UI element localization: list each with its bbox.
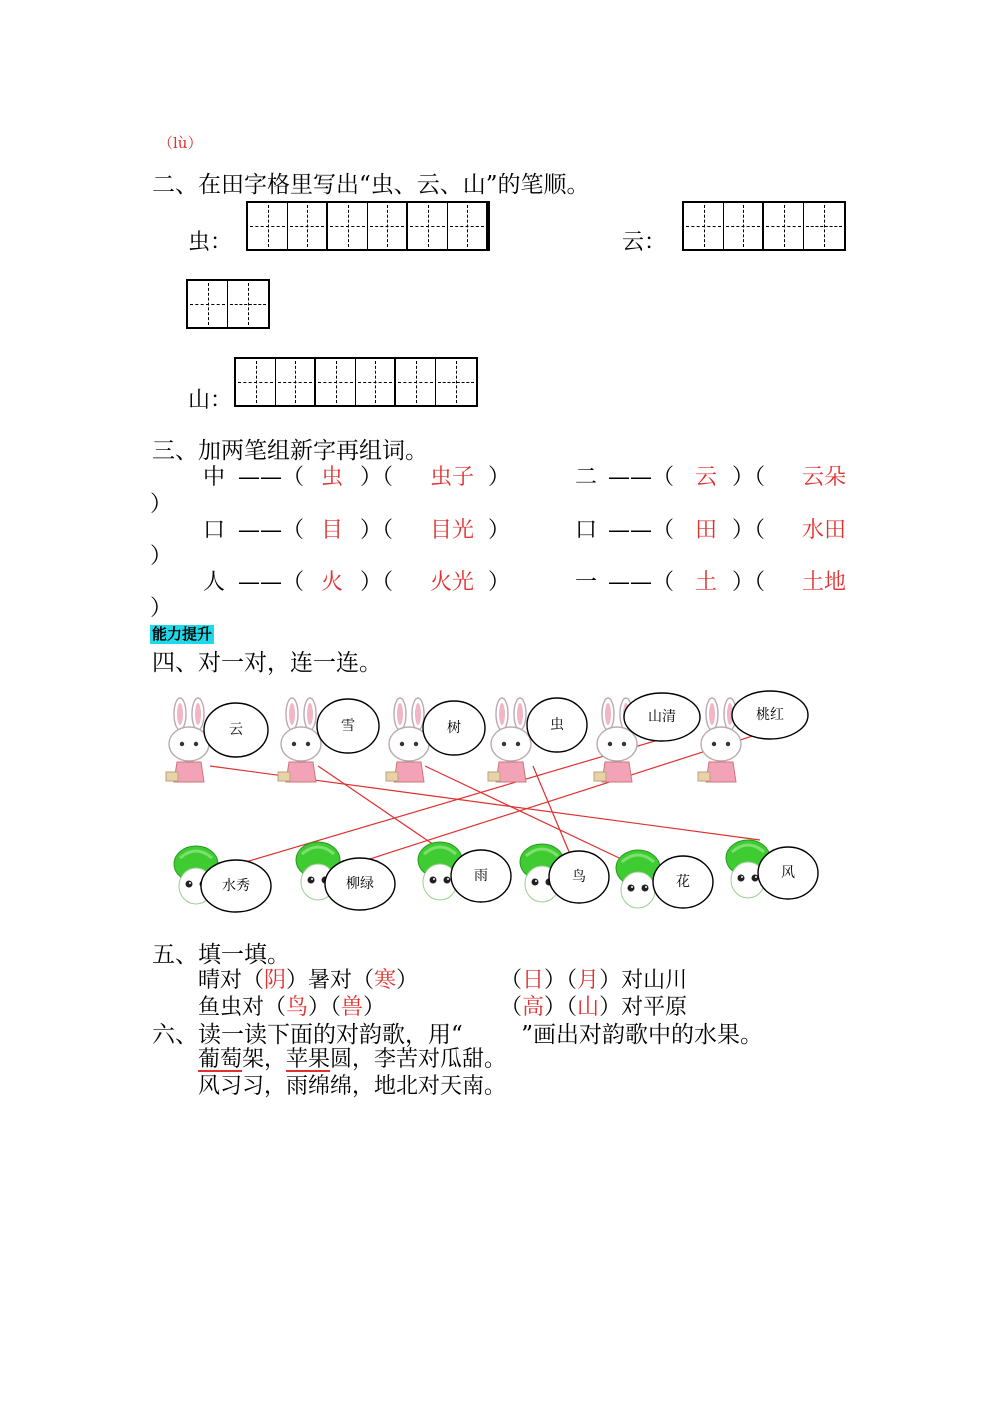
rabbit-group-2 — [278, 698, 379, 782]
cabbage-group-5 — [616, 850, 713, 908]
chong-grid-row2[interactable] — [186, 279, 270, 329]
s3-row1-mid-a: ）（ — [360, 465, 394, 490]
s3-row1-char-b: 云 — [695, 465, 718, 490]
s3-row3-word-a: 火光 — [430, 570, 475, 595]
top-word-2: 雪 — [341, 718, 355, 734]
s5-line2-left — [198, 997, 385, 1019]
s5-text: ）（ — [544, 995, 578, 1020]
s5-answer: 兽 — [341, 995, 364, 1020]
s3-row2-char-b: 田 — [695, 518, 718, 543]
s6-line2: 风习习，雨绵绵，地北对天南。 — [198, 1074, 507, 1099]
rabbit-group-3 — [386, 698, 485, 782]
grid-cell[interactable] — [396, 359, 436, 405]
s5-answer: 阴 — [264, 968, 287, 993]
cabbage-group-3 — [418, 842, 511, 902]
s5-answer: 鸟 — [286, 995, 309, 1020]
grid-cell[interactable] — [316, 359, 356, 405]
s5-text: ）（ — [544, 968, 578, 993]
cabbage-group-2 — [296, 842, 395, 910]
grid-cell[interactable] — [356, 359, 396, 405]
section6-heading: 六、读一读下面的对韵歌，用“ ”画出对韵歌中的水果。 — [152, 1022, 764, 1048]
s6-text: 架， — [242, 1047, 287, 1072]
cabbage-group-6 — [726, 840, 818, 899]
top-word-1: 云 — [229, 722, 243, 738]
top-word-5: 山清 — [648, 709, 676, 725]
chong-label: 虫： — [188, 230, 233, 255]
s3-row3-dash-b: ——（ — [608, 570, 675, 595]
s3-row2-word-b: 水田 — [802, 518, 847, 543]
rabbit-icon — [386, 698, 429, 782]
rabbit-icon — [488, 698, 531, 782]
s5-text: （ — [500, 968, 523, 993]
grid-cell[interactable] — [236, 359, 276, 405]
s3-row3-char-b: 土 — [695, 570, 718, 595]
rabbit-icon — [278, 698, 321, 782]
s3-row3-mid-b: ）（ — [732, 570, 766, 595]
s5-answer: 月 — [577, 968, 600, 993]
s3-row3-close-b: ） — [150, 596, 173, 621]
s3-row2-word-a: 目光 — [430, 518, 475, 543]
s5-line1-left — [198, 970, 418, 992]
s3-row2-char-a: 目 — [321, 518, 344, 543]
cabbage-group-4 — [520, 844, 609, 903]
rabbit-group-5 — [594, 693, 700, 782]
s3-row1-word-a: 虫子 — [430, 465, 475, 490]
s5-text: ） — [396, 968, 419, 993]
s6-fruit-underlined: 葡萄 — [198, 1047, 243, 1072]
grid-cell[interactable] — [764, 203, 804, 249]
bottom-word-4: 鸟 — [572, 869, 586, 885]
s3-row1-base-b: 二 — [575, 465, 598, 490]
s5-answer: 高 — [522, 995, 545, 1020]
s6-line1 — [198, 1049, 506, 1071]
grid-cell[interactable] — [724, 203, 764, 249]
bottom-word-6: 风 — [781, 865, 795, 881]
s5-text: ）对山川 — [599, 968, 688, 993]
rabbit-group-1 — [166, 698, 268, 782]
shan-grid[interactable] — [234, 357, 478, 407]
rabbit-group-6 — [698, 691, 808, 782]
grid-cell[interactable] — [328, 203, 368, 249]
pinyin-note: （lù） — [158, 134, 203, 152]
s3-row1-mid-b: ）（ — [732, 465, 766, 490]
s3-row2-mid-b: ）（ — [732, 518, 766, 543]
s5-answer: 山 — [577, 995, 600, 1020]
s3-row1-dash-b: ——（ — [608, 465, 675, 490]
s3-row3-word-b: 土地 — [802, 570, 847, 595]
ability-tag: 能力提升 — [152, 625, 213, 643]
s3-row2-base-b: 口 — [575, 518, 598, 543]
s3-row3-dash-a: ——（ — [238, 570, 305, 595]
s3-row1-word-b: 云朵 — [802, 465, 847, 490]
chong-grid-row1[interactable] — [246, 201, 490, 251]
s5-line1-right — [500, 970, 687, 992]
s3-row1-close-b: ） — [150, 492, 173, 517]
grid-cell[interactable] — [276, 359, 316, 405]
s3-row3-close-a: ） — [488, 570, 511, 595]
shan-label: 山： — [188, 388, 233, 413]
grid-cell[interactable] — [684, 203, 724, 249]
s3-row2-close-a: ） — [488, 518, 511, 543]
bottom-word-3: 雨 — [474, 868, 488, 884]
grid-cell[interactable] — [804, 203, 844, 249]
s3-row3-mid-a: ）（ — [360, 570, 394, 595]
bottom-word-5: 花 — [676, 874, 690, 890]
s5-text: ）（ — [308, 995, 342, 1020]
top-word-4: 虫 — [550, 717, 564, 733]
s3-row1-base-a: 中 — [203, 465, 226, 490]
s5-text: 鱼虫对（ — [198, 995, 287, 1020]
s3-row1-close-a: ） — [488, 465, 511, 490]
s5-text: ）对平原 — [599, 995, 688, 1020]
grid-cell[interactable] — [448, 203, 488, 249]
grid-cell[interactable] — [188, 281, 228, 327]
section5-heading: 五、填一填。 — [152, 942, 290, 968]
s5-answer: 寒 — [374, 968, 397, 993]
s3-row2-close-b: ） — [150, 544, 173, 569]
cabbage-group-1 — [174, 846, 271, 912]
s5-text: 晴对（ — [198, 968, 265, 993]
s5-line2-right — [500, 997, 687, 1019]
s3-row2-dash-a: ——（ — [238, 518, 305, 543]
grid-cell[interactable] — [288, 203, 328, 249]
s5-text: ）暑对（ — [286, 968, 375, 993]
s3-row3-char-a: 火 — [321, 570, 344, 595]
grid-cell[interactable] — [248, 203, 288, 249]
rabbit-group-4 — [488, 698, 587, 782]
s3-row2-mid-a: ）（ — [360, 518, 394, 543]
s3-row3-base-a: 人 — [203, 570, 226, 595]
section4-heading: 四、对一对，连一连。 — [152, 650, 382, 676]
s3-row1-char-a: 虫 — [321, 465, 344, 490]
yun-grid[interactable] — [682, 201, 846, 251]
grid-cell[interactable] — [408, 203, 448, 249]
rabbit-icon — [166, 698, 209, 782]
top-word-6: 桃红 — [756, 707, 784, 723]
s3-row1-dash-a: ——（ — [238, 465, 305, 490]
s5-text: ） — [363, 995, 386, 1020]
s6-fruit-underlined: 苹果 — [286, 1047, 331, 1072]
s5-answer: 日 — [522, 968, 545, 993]
s5-text: （ — [500, 995, 523, 1020]
grid-cell[interactable] — [436, 359, 476, 405]
section2-heading: 二、在田字格里写出“虫、云、山”的笔顺。 — [152, 172, 590, 198]
bottom-word-1: 水秀 — [222, 878, 250, 894]
s3-row2-dash-b: ——（ — [608, 518, 675, 543]
s6-text: 圆，李苦对瓜甜。 — [330, 1047, 507, 1072]
bottom-word-2: 柳绿 — [346, 876, 374, 892]
grid-cell[interactable] — [228, 281, 268, 327]
s3-row3-base-b: 一 — [575, 570, 598, 595]
matching-diagram — [0, 680, 1000, 920]
top-word-3: 树 — [447, 720, 461, 736]
section3-heading: 三、加两笔组新字再组词。 — [152, 438, 428, 464]
s3-row2-base-a: 口 — [203, 518, 226, 543]
grid-cell[interactable] — [368, 203, 408, 249]
yun-label: 云： — [622, 230, 667, 255]
